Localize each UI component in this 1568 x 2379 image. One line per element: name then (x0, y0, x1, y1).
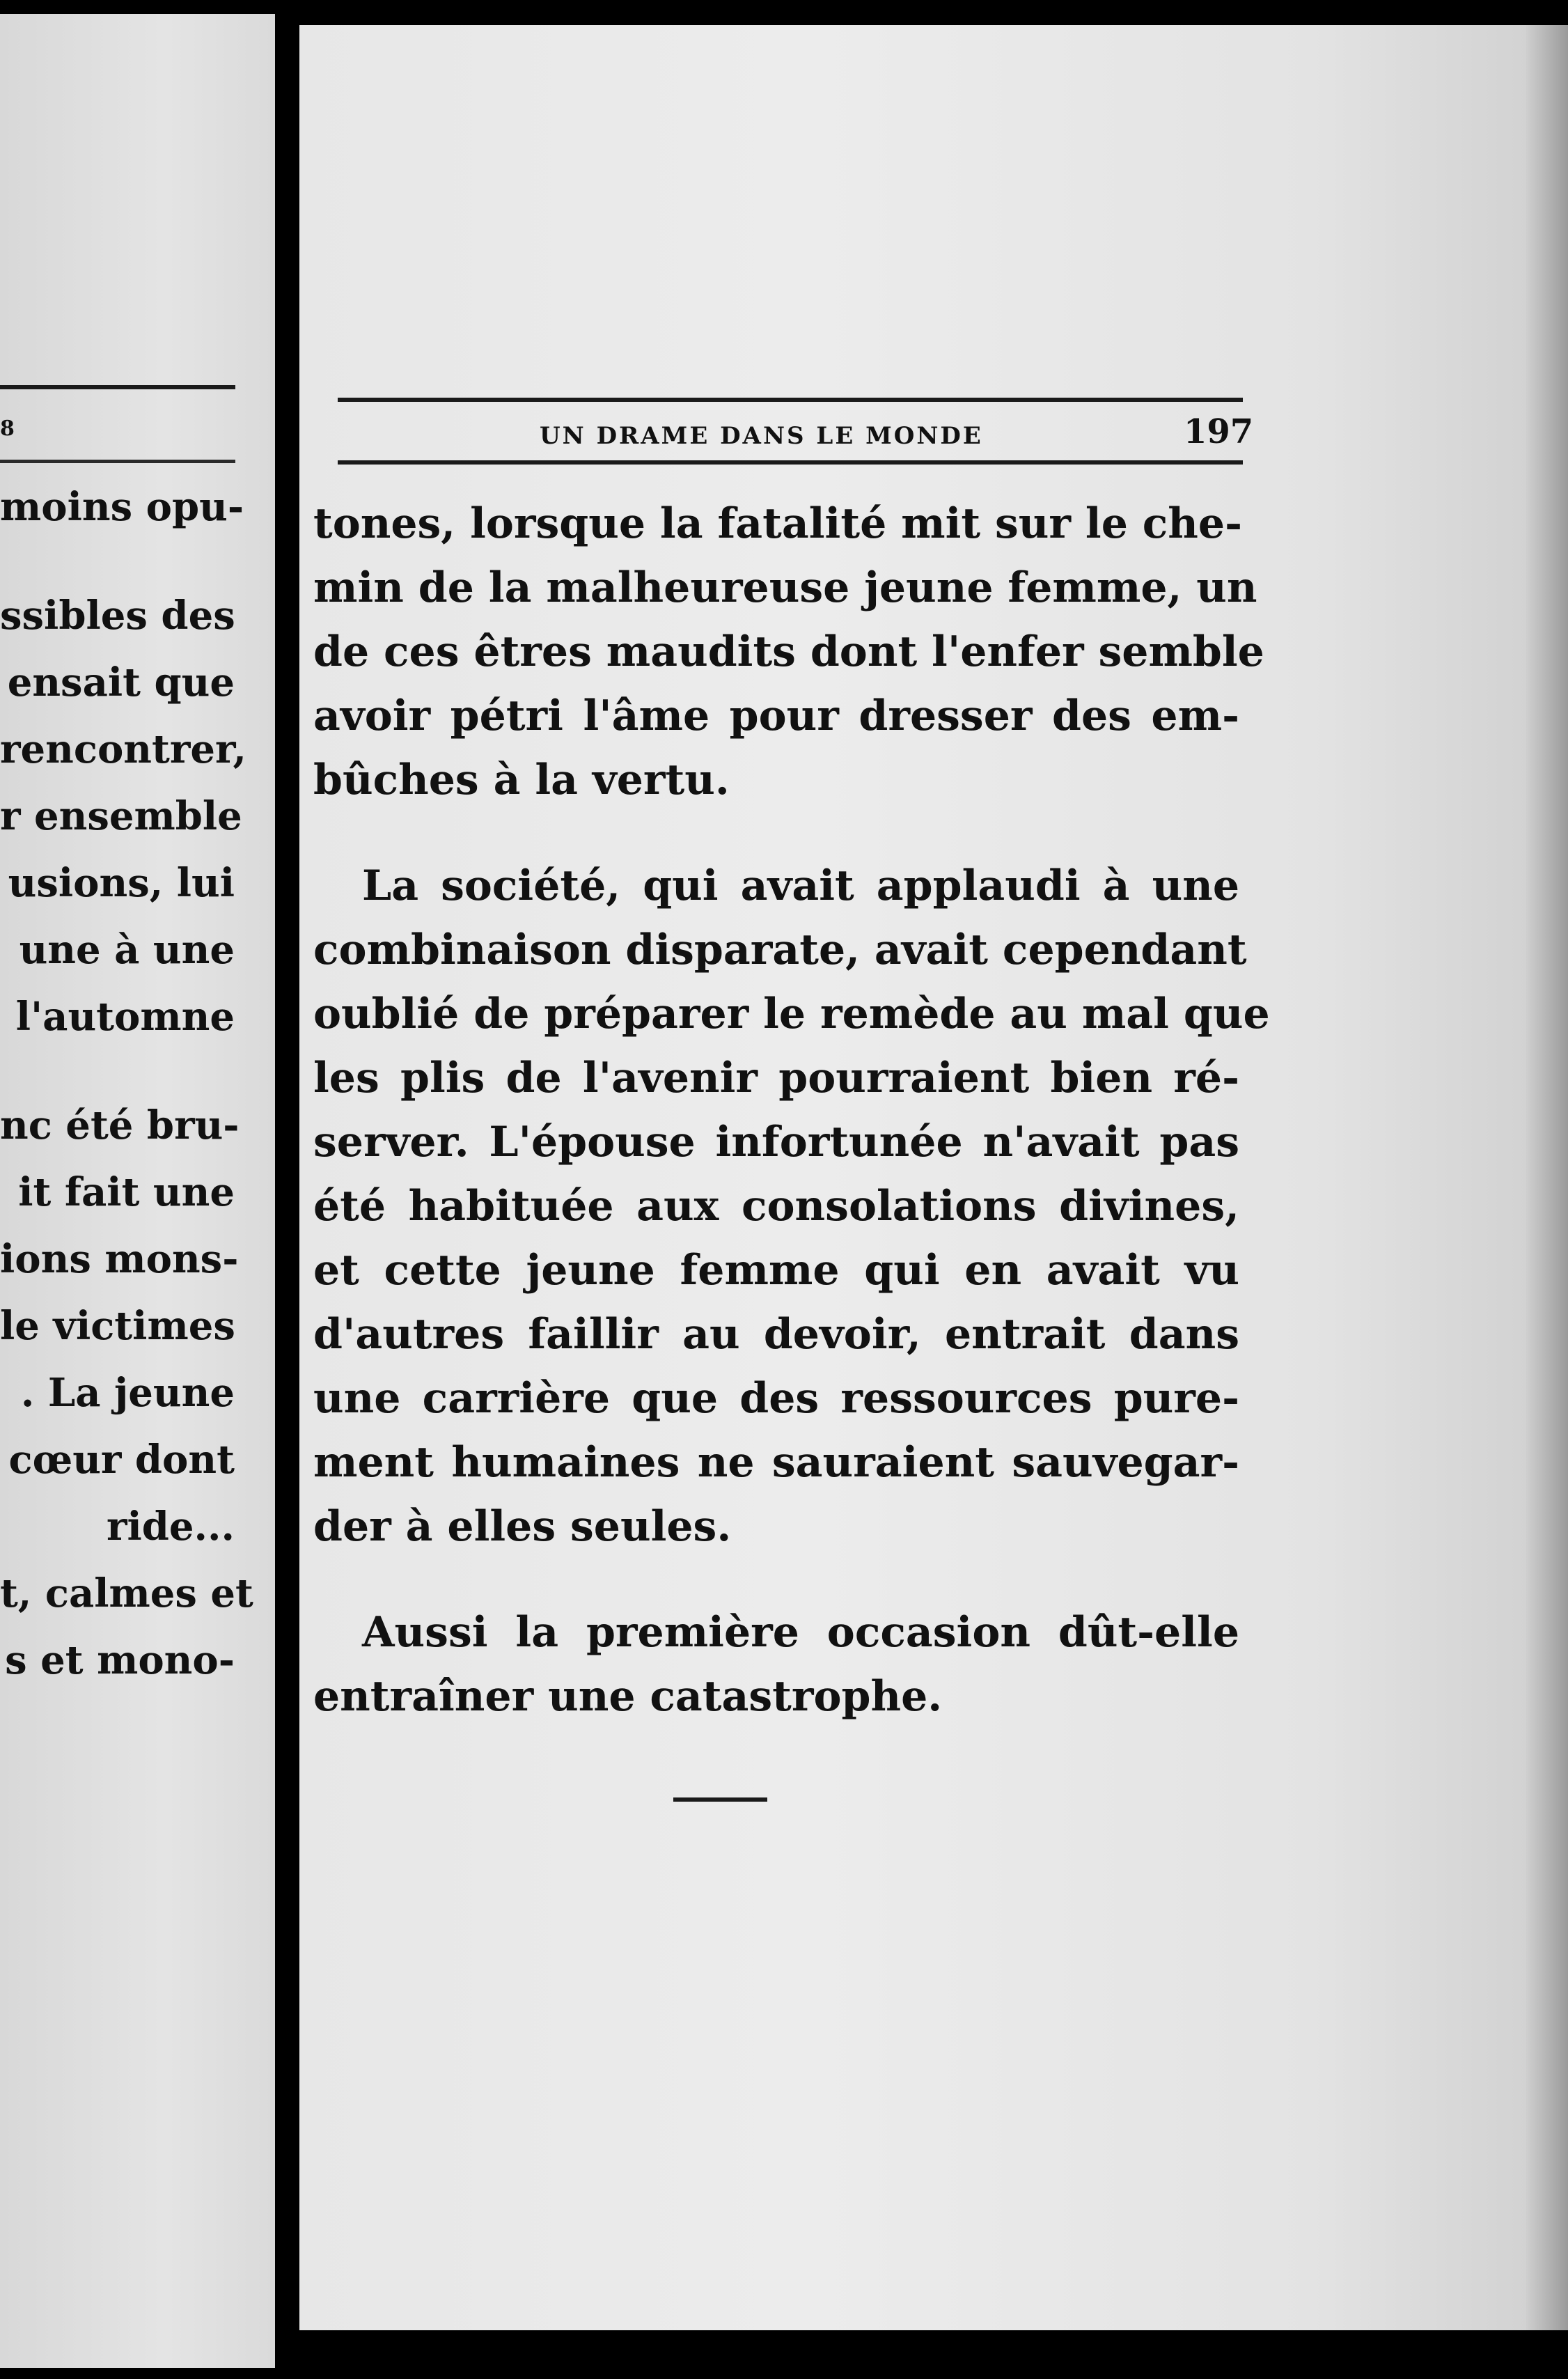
left-line: it fait une (18, 1169, 235, 1215)
text-line: et cette jeune femme qui en avait vu (313, 1246, 1239, 1295)
right-page (299, 25, 1568, 2330)
chapter-end-rule (673, 1797, 767, 1802)
left-page (0, 14, 275, 2368)
text-line: Aussi la première occasion dût-elle (362, 1608, 1239, 1657)
left-line: nc été bru- (0, 1102, 240, 1148)
left-line: usions, lui (8, 860, 235, 906)
text-line: les plis de l'avenir pourraient bien ré- (313, 1054, 1239, 1102)
left-line: rencontrer, (0, 726, 246, 772)
left-line: t, calmes et (0, 1570, 253, 1616)
left-line: ride... (106, 1504, 235, 1550)
text-line: oublié de préparer le remède au mal que (313, 990, 1270, 1038)
left-line: moins opu- (0, 484, 244, 530)
text-line: une carrière que des ressources pure- (313, 1374, 1239, 1423)
text-line: server. L'épouse infortunée n'avait pas (313, 1118, 1239, 1167)
left-folio-fragment: 8 (0, 416, 15, 441)
text-line: min de la malheureuse jeune femme, un (313, 563, 1257, 612)
text-line: d'autres faillir au devoir, entrait dans (313, 1310, 1239, 1359)
left-page-text (0, 474, 253, 1694)
text-line: entraîner une catastrophe. (313, 1672, 943, 1721)
left-line: ssibles des (0, 593, 235, 639)
text-line: La société, qui avait applaudi à une (362, 861, 1239, 910)
page-body-text (313, 492, 1270, 1729)
running-head (338, 366, 1507, 478)
text-line: avoir pétri l'âme pour dresser des em- (313, 692, 1239, 740)
left-line: cœur dont (8, 1437, 235, 1483)
text-line: bûches à la vertu. (313, 756, 730, 804)
left-line: r ensemble (0, 793, 242, 839)
running-head-title: UN DRAME DANS LE MONDE (540, 422, 983, 450)
left-line: l'automne (15, 994, 235, 1040)
left-line: s et mono- (5, 1637, 235, 1683)
book-gutter (275, 0, 299, 2379)
text-line: combinaison disparate, avait cependant (313, 926, 1247, 974)
left-line: le victimes (0, 1303, 235, 1349)
left-line: une à une (19, 927, 235, 973)
page-edge-shadow (1526, 25, 1568, 2330)
left-line: ensait que (7, 660, 235, 705)
header-rule-bottom (338, 460, 1243, 465)
page-number: 197 (1184, 412, 1254, 451)
text-line: der à elles seules. (313, 1502, 732, 1551)
left-line: ions mons- (0, 1236, 239, 1282)
left-line: . La jeune (20, 1370, 235, 1416)
text-line: tones, lorsque la fatalité mit sur le che- (313, 499, 1243, 548)
header-rule-top (338, 398, 1243, 402)
text-line: ment humaines ne sauraient sauvegar- (313, 1438, 1239, 1487)
text-line: de ces êtres maudits dont l'enfer semble (313, 627, 1264, 676)
left-header-rule-bottom (0, 460, 235, 463)
text-line: été habituée aux consolations divines, (313, 1182, 1239, 1231)
left-header-rule-top (0, 385, 235, 389)
